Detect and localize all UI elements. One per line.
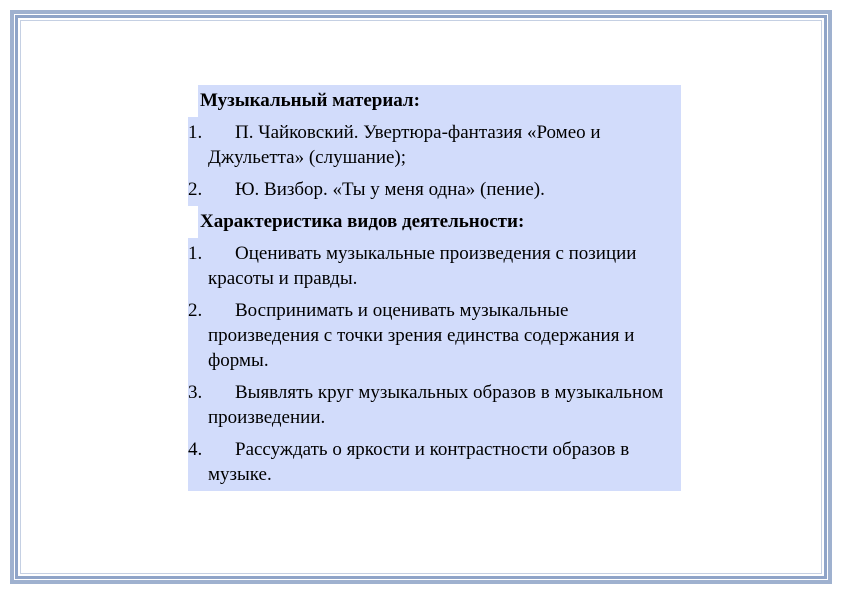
material-heading: Музыкальный материал:: [198, 85, 681, 117]
activities-heading: Характеристика видов деятельности:: [198, 206, 681, 238]
list-number: 1.: [188, 122, 203, 143]
list-item-text: П. Чайковский. Увертюра-фантазия «Ромео и Джульетта» (слушание);: [208, 122, 601, 168]
activity-item-3: [188, 377, 681, 434]
activity-item-4: [188, 434, 681, 491]
list-number: 3.: [188, 382, 203, 403]
list-item-text: Ю. Визбор. «Ты у меня одна» (пение).: [235, 179, 545, 200]
material-item-2: [188, 174, 681, 206]
list-number: 4.: [188, 439, 203, 460]
list-number: 1.: [188, 243, 203, 264]
activities-list: [188, 238, 681, 491]
list-item-text: Воспринимать и оценивать музыкальные произведения с точки зрения единства содержания и формы.: [208, 300, 635, 371]
slide-text-block: [188, 85, 681, 491]
activity-item-2: [188, 295, 681, 377]
material-list: [188, 117, 681, 206]
list-number: 2.: [188, 179, 203, 200]
list-number: 2.: [188, 300, 203, 321]
list-item-text: Выявлять круг музыкальных образов в музыкальном произведении.: [208, 382, 664, 428]
list-item-text: Рассуждать о яркости и контрастности образов в музыке.: [208, 439, 630, 485]
material-item-1: [188, 117, 681, 174]
list-item-text: Оценивать музыкальные произведения с позиции красоты и правды.: [208, 243, 637, 289]
activity-item-1: [188, 238, 681, 295]
